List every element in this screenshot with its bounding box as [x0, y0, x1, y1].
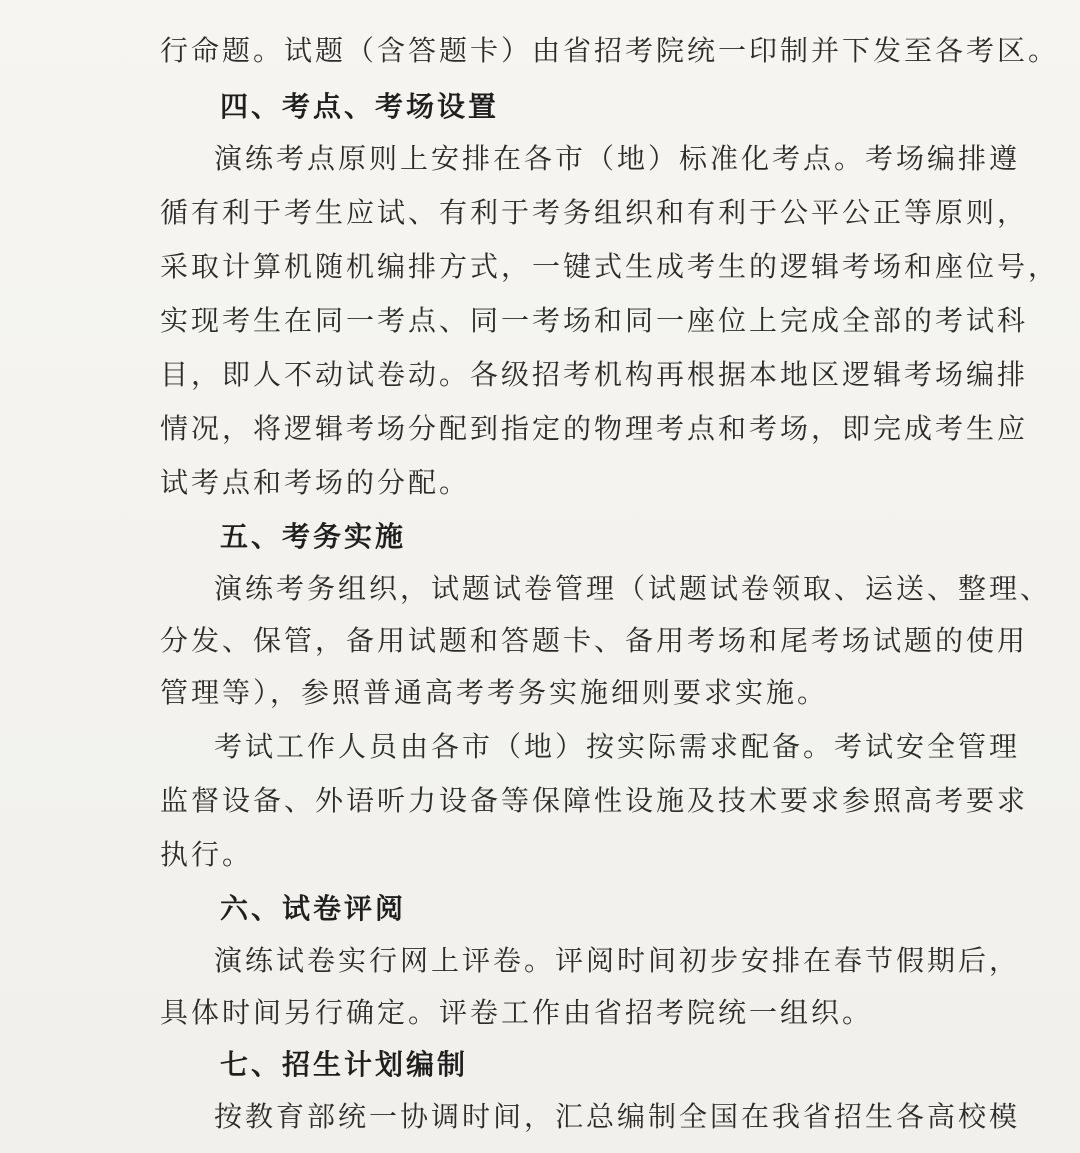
paragraph-line: 管理等），参照普通高考考务实施细则要求实施。	[160, 676, 829, 709]
paragraph-line: 目，即人不动试卷动。各级招考机构再根据本地区逻辑考场编排	[160, 358, 1029, 391]
paragraph-line: 分发、保管，备用试题和答题卡、备用考场和尾考场试题的使用	[160, 624, 1029, 657]
paragraph-line: 监督设备、外语听力设备等保障性设施及技术要求参照高考要求	[160, 784, 1029, 817]
paragraph-line: 演练考点原则上安排在各市（地）标准化考点。考场编排遵	[214, 142, 1021, 175]
paragraph-line: 演练考务组织，试题试卷管理（试题试卷领取、运送、整理、	[214, 572, 1052, 605]
paragraph-line: 演练试卷实行网上评卷。评阅时间初步安排在春节假期后，	[214, 944, 1021, 977]
paragraph-line: 情况，将逻辑考场分配到指定的物理考点和考场，即完成考生应	[160, 412, 1029, 445]
paragraph-line: 采取计算机随机编排方式，一键式生成考生的逻辑考场和座位号，	[160, 250, 1060, 283]
paragraph-line: 考试工作人员由各市（地）按实际需求配备。考试安全管理	[214, 730, 1021, 763]
paragraph-line: 试考点和考场的分配。	[160, 466, 471, 499]
section-heading-enrollment-plan: 七、招生计划编制	[220, 1048, 469, 1081]
paragraph-line: 行命题。试题（含答题卡）由省招考院统一印制并下发至各考区。	[160, 34, 1060, 67]
paragraph-line: 按教育部统一协调时间，汇总编制全国在我省招生各高校模	[214, 1100, 1021, 1133]
paragraph-line: 实现考生在同一考点、同一考场和同一座位上完成全部的考试科	[160, 304, 1029, 337]
paragraph-line: 执行。	[160, 838, 254, 871]
paragraph-line: 循有利于考生应试、有利于考务组织和有利于公平公正等原则，	[160, 196, 1029, 229]
paragraph-line: 具体时间另行确定。评卷工作由省招考院统一组织。	[160, 996, 874, 1029]
section-heading-grading: 六、试卷评阅	[220, 892, 407, 925]
section-heading-exam-affairs: 五、考务实施	[220, 520, 407, 553]
section-heading-exam-sites: 四、考点、考场设置	[220, 90, 500, 123]
